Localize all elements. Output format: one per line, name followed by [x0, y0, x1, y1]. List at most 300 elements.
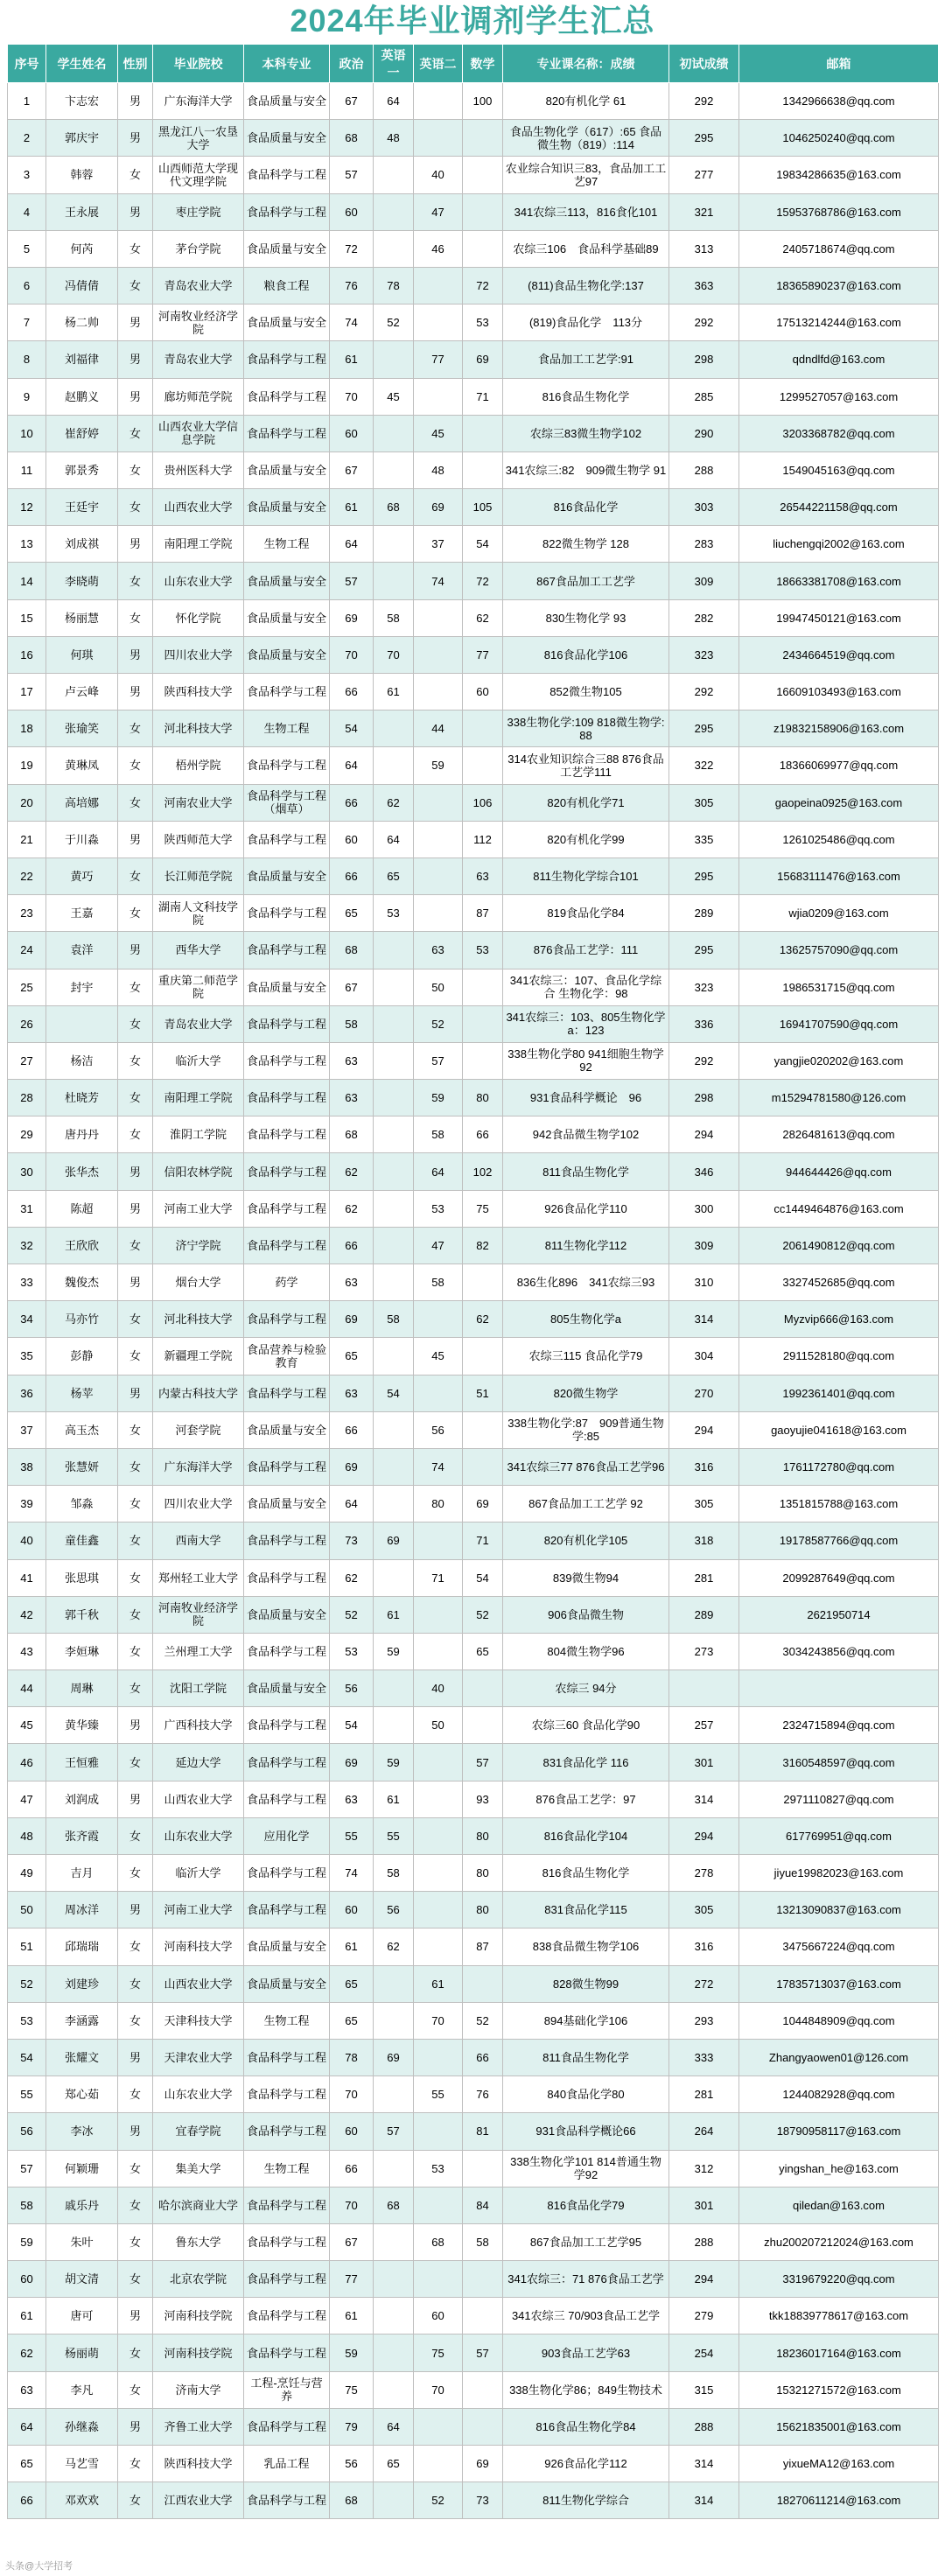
cell-subject: 338生物化学101 814普通生物学92 — [503, 2150, 669, 2187]
cell-name: 高玉杰 — [46, 1411, 118, 1448]
cell-major: 食品科学与工程 — [244, 674, 330, 710]
cell-total: 288 — [669, 452, 739, 488]
cell-major: 食品科学与工程 — [244, 341, 330, 378]
table-row[interactable] — [8, 1559, 939, 1596]
cell-school: 陕西科技大学 — [153, 2446, 244, 2482]
col-header-total[interactable]: 初试成绩 — [669, 45, 739, 83]
cell-name: 唐丹丹 — [46, 1116, 118, 1153]
cell-major: 食品科学与工程 — [244, 1301, 330, 1338]
cell-school: 信阳农林学院 — [153, 1153, 244, 1190]
cell-school: 临沂大学 — [153, 1042, 244, 1079]
table-row[interactable] — [8, 415, 939, 452]
table-row[interactable] — [8, 378, 939, 415]
cell-no: 2 — [8, 120, 46, 157]
cell-politics: 68 — [330, 932, 374, 969]
cell-email: 19947450121@163.com — [739, 599, 939, 636]
cell-email: m15294781580@126.com — [739, 1080, 939, 1116]
cell-total: 304 — [669, 1338, 739, 1375]
cell-math: 65 — [463, 1633, 503, 1670]
cell-math: 54 — [463, 1559, 503, 1596]
cell-subject: 341农综三：107、食品化学综合 生物化学：98 — [503, 969, 669, 1005]
cell-name: 冯倩倩 — [46, 267, 118, 304]
cell-english1 — [374, 969, 414, 1005]
cell-email: 26544221158@qq.com — [739, 489, 939, 526]
col-header-email[interactable]: 邮箱 — [739, 45, 939, 83]
cell-english1: 64 — [374, 83, 414, 120]
table-row[interactable] — [8, 1965, 939, 2002]
cell-name: 崔舒婷 — [46, 415, 118, 452]
cell-no: 47 — [8, 1781, 46, 1817]
cell-math — [463, 2150, 503, 2187]
cell-total: 305 — [669, 784, 739, 821]
cell-school: 廊坊师范学院 — [153, 378, 244, 415]
table-row[interactable] — [8, 1338, 939, 1375]
cell-english2: 53 — [414, 2150, 463, 2187]
cell-school: 四川农业大学 — [153, 1486, 244, 1522]
cell-major: 食品质量与安全 — [244, 636, 330, 673]
cell-email: 2971110827@qq.com — [739, 1781, 939, 1817]
table-row[interactable] — [8, 2076, 939, 2113]
table-row[interactable] — [8, 969, 939, 1005]
cell-total: 283 — [669, 526, 739, 563]
col-header-name[interactable]: 学生姓名 — [46, 45, 118, 83]
cell-english2 — [414, 2261, 463, 2298]
cell-subject: 836生化896 341农综三93 — [503, 1264, 669, 1301]
cell-total: 281 — [669, 2076, 739, 2113]
cell-total: 323 — [669, 636, 739, 673]
table-row[interactable] — [8, 1892, 939, 1928]
table-row[interactable] — [8, 193, 939, 230]
cell-email: zhu200207212024@163.com — [739, 2223, 939, 2260]
cell-no: 26 — [8, 1005, 46, 1042]
cell-email: 16941707590@qq.com — [739, 1005, 939, 1042]
cell-major: 食品科学与工程 — [244, 1522, 330, 1559]
cell-no: 46 — [8, 1744, 46, 1781]
cell-major: 食品质量与安全 — [244, 1596, 330, 1633]
cell-english2: 56 — [414, 1411, 463, 1448]
cell-no: 20 — [8, 784, 46, 821]
cell-name: 张华杰 — [46, 1153, 118, 1190]
col-header-gender[interactable]: 性别 — [118, 45, 153, 83]
cell-no: 9 — [8, 378, 46, 415]
cell-politics: 67 — [330, 969, 374, 1005]
cell-school: 西南大学 — [153, 1522, 244, 1559]
table-row[interactable] — [8, 2408, 939, 2445]
cell-email: 1244082928@qq.com — [739, 2076, 939, 2113]
cell-politics: 60 — [330, 415, 374, 452]
cell-email: 1986531715@qq.com — [739, 969, 939, 1005]
cell-school: 枣庄学院 — [153, 193, 244, 230]
cell-school: 江西农业大学 — [153, 2482, 244, 2519]
cell-name: 杨洁 — [46, 1042, 118, 1079]
cell-english1 — [374, 2261, 414, 2298]
cell-english1: 61 — [374, 674, 414, 710]
cell-major: 食品科学与工程 — [244, 1153, 330, 1190]
cell-english2: 70 — [414, 2002, 463, 2039]
table-row[interactable] — [8, 1264, 939, 1301]
table-row[interactable] — [8, 747, 939, 784]
cell-school: 河北科技大学 — [153, 1301, 244, 1338]
cell-english1: 58 — [374, 599, 414, 636]
cell-total: 295 — [669, 710, 739, 747]
cell-politics: 63 — [330, 1781, 374, 1817]
table-row[interactable] — [8, 563, 939, 599]
cell-no: 23 — [8, 895, 46, 932]
table-row[interactable] — [8, 2334, 939, 2371]
table-row[interactable] — [8, 1116, 939, 1153]
cell-email: 3327452685@qq.com — [739, 1264, 939, 1301]
cell-no: 4 — [8, 193, 46, 230]
table-row[interactable] — [8, 526, 939, 563]
cell-name: 卢云峰 — [46, 674, 118, 710]
cell-english1 — [374, 1005, 414, 1042]
cell-english2 — [414, 895, 463, 932]
table-row[interactable] — [8, 1928, 939, 1965]
cell-subject: 839微生物94 — [503, 1559, 669, 1596]
cell-name: 黄华臻 — [46, 1707, 118, 1744]
cell-no: 50 — [8, 1892, 46, 1928]
cell-major: 食品质量与安全 — [244, 230, 330, 267]
table-row[interactable] — [8, 120, 939, 157]
cell-name: 王廷宇 — [46, 489, 118, 526]
cell-total: 264 — [669, 2113, 739, 2150]
cell-gender: 女 — [118, 1411, 153, 1448]
cell-english2: 58 — [414, 1116, 463, 1153]
cell-no: 27 — [8, 1042, 46, 1079]
cell-major: 食品科学与工程 — [244, 2298, 330, 2334]
col-header-major[interactable]: 本科专业 — [244, 45, 330, 83]
cell-english2 — [414, 83, 463, 120]
cell-name: 赵鹏义 — [46, 378, 118, 415]
cell-politics: 79 — [330, 2408, 374, 2445]
cell-math — [463, 1411, 503, 1448]
table-row[interactable] — [8, 2150, 939, 2187]
cell-email: 3160548597@qq.com — [739, 1744, 939, 1781]
cell-politics: 68 — [330, 2482, 374, 2519]
table-row[interactable] — [8, 1153, 939, 1190]
cell-major: 食品科学与工程 — [244, 1892, 330, 1928]
cell-email: gaopeina0925@163.com — [739, 784, 939, 821]
cell-english2: 48 — [414, 452, 463, 488]
cell-math: 69 — [463, 1486, 503, 1522]
cell-math: 53 — [463, 304, 503, 341]
cell-email: 2061490812@qq.com — [739, 1227, 939, 1264]
cell-math: 72 — [463, 563, 503, 599]
col-header-subject[interactable]: 专业课名称：成绩 — [503, 45, 669, 83]
cell-politics: 72 — [330, 230, 374, 267]
cell-english1 — [374, 1411, 414, 1448]
cell-name: 孙继淼 — [46, 2408, 118, 2445]
table-row[interactable] — [8, 452, 939, 488]
table-row[interactable] — [8, 599, 939, 636]
table-row[interactable] — [8, 1817, 939, 1854]
cell-english1 — [374, 1042, 414, 1079]
cell-subject: 341农综三77 876食品工艺学96 — [503, 1448, 669, 1485]
cell-total: 293 — [669, 2002, 739, 2039]
cell-english1 — [374, 2150, 414, 2187]
table-row[interactable] — [8, 2223, 939, 2260]
cell-major: 食品质量与安全 — [244, 599, 330, 636]
cell-math — [463, 1670, 503, 1707]
cell-politics: 78 — [330, 2039, 374, 2076]
col-header-english1[interactable]: 英语一 — [374, 45, 414, 83]
cell-english1: 69 — [374, 2039, 414, 2076]
cell-subject: 804微生物学96 — [503, 1633, 669, 1670]
cell-subject: 816食品生物化学 — [503, 378, 669, 415]
table-row[interactable] — [8, 2187, 939, 2223]
cell-subject: 926食品化学112 — [503, 2446, 669, 2482]
cell-email: Zhangyaowen01@126.com — [739, 2039, 939, 2076]
cell-school: 贵州医科大学 — [153, 452, 244, 488]
table-row[interactable] — [8, 1375, 939, 1411]
cell-major: 食品科学与工程 — [244, 2223, 330, 2260]
table-row[interactable] — [8, 1190, 939, 1227]
cell-subject: (811)食品生物化学:137 — [503, 267, 669, 304]
cell-total: 292 — [669, 674, 739, 710]
table-row[interactable] — [8, 2446, 939, 2482]
cell-no: 37 — [8, 1411, 46, 1448]
table-row[interactable] — [8, 489, 939, 526]
cell-total: 292 — [669, 83, 739, 120]
cell-name: 郑心茹 — [46, 2076, 118, 2113]
cell-name: 唐可 — [46, 2298, 118, 2334]
cell-major: 食品科学与工程 — [244, 2261, 330, 2298]
table-row[interactable] — [8, 1855, 939, 1892]
cell-total: 310 — [669, 1264, 739, 1301]
cell-total: 363 — [669, 267, 739, 304]
cell-gender: 女 — [118, 563, 153, 599]
table-row[interactable] — [8, 710, 939, 747]
cell-major: 食品科学与工程 — [244, 1375, 330, 1411]
cell-english2 — [414, 2187, 463, 2223]
cell-school: 河南科技学院 — [153, 2298, 244, 2334]
cell-math — [463, 2298, 503, 2334]
cell-english1 — [374, 932, 414, 969]
table-row[interactable] — [8, 2261, 939, 2298]
table-row[interactable] — [8, 2298, 939, 2334]
table-row[interactable] — [8, 267, 939, 304]
cell-major: 食品科学与工程 — [244, 2076, 330, 2113]
cell-politics: 63 — [330, 1042, 374, 1079]
cell-subject: 830生物化学 93 — [503, 599, 669, 636]
cell-school: 广东海洋大学 — [153, 1448, 244, 1485]
cell-school: 重庆第二师范学院 — [153, 969, 244, 1005]
cell-english2: 52 — [414, 2482, 463, 2519]
cell-email: qiledan@163.com — [739, 2187, 939, 2223]
cell-subject: 942食品微生物学102 — [503, 1116, 669, 1153]
col-header-math[interactable]: 数学 — [463, 45, 503, 83]
table-row[interactable] — [8, 1301, 939, 1338]
cell-politics: 64 — [330, 526, 374, 563]
table-row[interactable] — [8, 895, 939, 932]
table-row[interactable] — [8, 1411, 939, 1448]
cell-gender: 女 — [118, 452, 153, 488]
table-row[interactable] — [8, 2482, 939, 2519]
cell-math — [463, 1338, 503, 1375]
cell-politics: 69 — [330, 1448, 374, 1485]
cell-no: 41 — [8, 1559, 46, 1596]
cell-no: 48 — [8, 1817, 46, 1854]
cell-english1 — [374, 1116, 414, 1153]
cell-total: 316 — [669, 1928, 739, 1965]
cell-email: 2324715894@qq.com — [739, 1707, 939, 1744]
cell-english2: 74 — [414, 1448, 463, 1485]
cell-math — [463, 2408, 503, 2445]
table-row[interactable] — [8, 1448, 939, 1485]
table-row[interactable] — [8, 230, 939, 267]
cell-name: 陈超 — [46, 1190, 118, 1227]
col-header-english2[interactable]: 英语二 — [414, 45, 463, 83]
cell-total: 316 — [669, 1448, 739, 1485]
cell-politics: 73 — [330, 1522, 374, 1559]
cell-subject: 867食品加工工艺学 — [503, 563, 669, 599]
cell-gender: 男 — [118, 304, 153, 341]
cell-math — [463, 1005, 503, 1042]
cell-email: 18366069977@qq.com — [739, 747, 939, 784]
cell-english2 — [414, 2039, 463, 2076]
cell-politics: 64 — [330, 747, 374, 784]
cell-politics: 66 — [330, 858, 374, 894]
table-row[interactable] — [8, 1522, 939, 1559]
table-row[interactable] — [8, 1227, 939, 1264]
cell-english2: 44 — [414, 710, 463, 747]
cell-major: 粮食工程 — [244, 267, 330, 304]
col-header-school[interactable]: 毕业院校 — [153, 45, 244, 83]
cell-total: 294 — [669, 1817, 739, 1854]
table-row[interactable] — [8, 341, 939, 378]
table-row[interactable] — [8, 932, 939, 969]
table-row[interactable] — [8, 674, 939, 710]
cell-politics: 53 — [330, 1633, 374, 1670]
cell-no: 59 — [8, 2223, 46, 2260]
cell-major: 食品质量与安全 — [244, 1411, 330, 1448]
cell-no: 63 — [8, 2371, 46, 2408]
table-row[interactable] — [8, 1005, 939, 1042]
cell-school: 内蒙古科技大学 — [153, 1375, 244, 1411]
cell-english1: 59 — [374, 1744, 414, 1781]
table-row[interactable] — [8, 157, 939, 193]
table-row[interactable] — [8, 304, 939, 341]
cell-politics: 63 — [330, 1080, 374, 1116]
cell-email: wjia0209@163.com — [739, 895, 939, 932]
cell-english2 — [414, 1633, 463, 1670]
cell-school: 广东海洋大学 — [153, 83, 244, 120]
cell-subject: 341农综三：71 876食品工艺学 — [503, 2261, 669, 2298]
cell-math: 106 — [463, 784, 503, 821]
cell-major: 食品科学与工程 — [244, 895, 330, 932]
cell-no: 21 — [8, 821, 46, 858]
cell-math: 72 — [463, 267, 503, 304]
cell-math: 80 — [463, 1855, 503, 1892]
cell-email: 3475667224@qq.com — [739, 1928, 939, 1965]
cell-total: 335 — [669, 821, 739, 858]
cell-total: 305 — [669, 1892, 739, 1928]
cell-politics: 60 — [330, 1892, 374, 1928]
table-row[interactable] — [8, 2002, 939, 2039]
cell-no: 10 — [8, 415, 46, 452]
cell-school: 宜春学院 — [153, 2113, 244, 2150]
table-row[interactable] — [8, 2371, 939, 2408]
cell-school: 河南牧业经济学院 — [153, 1596, 244, 1633]
cell-math: 87 — [463, 1928, 503, 1965]
cell-school: 山东农业大学 — [153, 563, 244, 599]
cell-school: 山西师范大学现代文理学院 — [153, 157, 244, 193]
cell-no: 1 — [8, 83, 46, 120]
table-row[interactable] — [8, 1670, 939, 1707]
table-row[interactable] — [8, 2113, 939, 2150]
cell-gender: 男 — [118, 2113, 153, 2150]
cell-gender: 女 — [118, 489, 153, 526]
cell-major: 食品科学与工程 — [244, 821, 330, 858]
cell-school: 青岛农业大学 — [153, 267, 244, 304]
cell-no: 22 — [8, 858, 46, 894]
table-row[interactable] — [8, 1042, 939, 1079]
col-header-no[interactable]: 序号 — [8, 45, 46, 83]
cell-total: 279 — [669, 2298, 739, 2334]
cell-english1 — [374, 1670, 414, 1707]
cell-math: 57 — [463, 1744, 503, 1781]
table-row[interactable] — [8, 83, 939, 120]
table-row[interactable] — [8, 784, 939, 821]
cell-total: 281 — [669, 1559, 739, 1596]
cell-total: 301 — [669, 1744, 739, 1781]
table-row[interactable] — [8, 821, 939, 858]
table-row[interactable] — [8, 1781, 939, 1817]
cell-major: 食品营养与检验教育 — [244, 1338, 330, 1375]
cell-major: 食品质量与安全 — [244, 563, 330, 599]
cell-total: 313 — [669, 230, 739, 267]
cell-politics: 54 — [330, 710, 374, 747]
cell-no: 29 — [8, 1116, 46, 1153]
cell-name: 王恒雅 — [46, 1744, 118, 1781]
cell-subject: 838食品微生物学106 — [503, 1928, 669, 1965]
table-row[interactable] — [8, 1486, 939, 1522]
cell-politics: 62 — [330, 1190, 374, 1227]
cell-subject: 农综三115 食品化学79 — [503, 1338, 669, 1375]
cell-politics: 69 — [330, 599, 374, 636]
cell-math — [463, 969, 503, 1005]
cell-math: 73 — [463, 2482, 503, 2519]
col-header-politics[interactable]: 政治 — [330, 45, 374, 83]
cell-no: 44 — [8, 1670, 46, 1707]
cell-politics: 68 — [330, 1116, 374, 1153]
cell-no: 14 — [8, 563, 46, 599]
table-row[interactable] — [8, 1633, 939, 1670]
cell-total: 294 — [669, 1116, 739, 1153]
cell-major: 食品科学与工程 — [244, 2187, 330, 2223]
table-row[interactable] — [8, 636, 939, 673]
cell-total: 295 — [669, 120, 739, 157]
cell-english1: 68 — [374, 489, 414, 526]
table-row[interactable] — [8, 1080, 939, 1116]
table-row[interactable] — [8, 1707, 939, 1744]
cell-math — [463, 157, 503, 193]
cell-total: 273 — [669, 1633, 739, 1670]
cell-email: 15321271572@163.com — [739, 2371, 939, 2408]
cell-subject: 338生物化学80 941细胞生物学92 — [503, 1042, 669, 1079]
cell-total: 312 — [669, 2150, 739, 2187]
cell-name: 王嘉 — [46, 895, 118, 932]
table-row[interactable] — [8, 1596, 939, 1633]
cell-no: 19 — [8, 747, 46, 784]
cell-math: 57 — [463, 2334, 503, 2371]
cell-math: 52 — [463, 1596, 503, 1633]
table-row[interactable] — [8, 2039, 939, 2076]
table-row[interactable] — [8, 1744, 939, 1781]
table-row[interactable] — [8, 858, 939, 894]
cell-name: 刘润成 — [46, 1781, 118, 1817]
cell-major: 药学 — [244, 1264, 330, 1301]
